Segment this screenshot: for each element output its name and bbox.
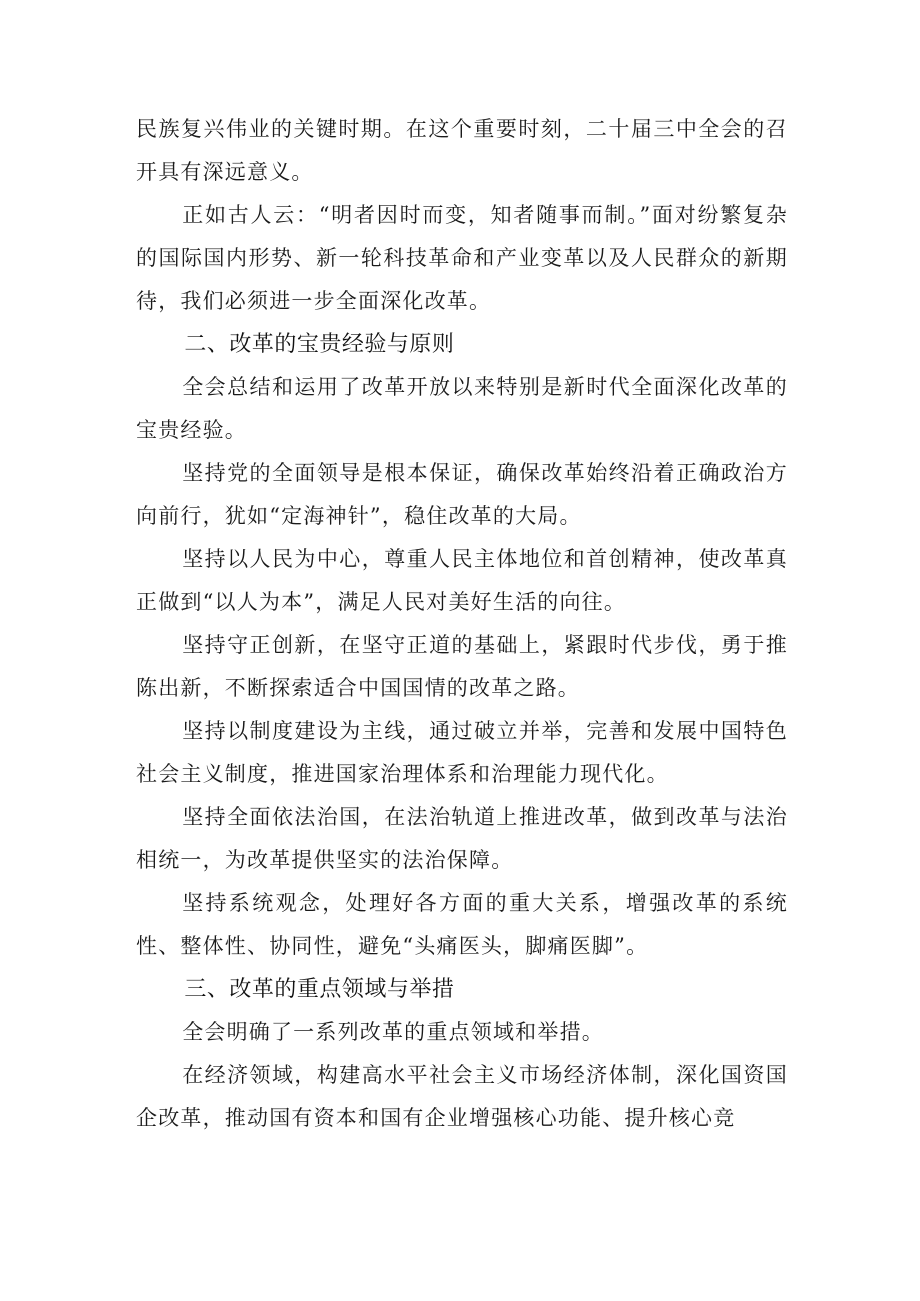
paragraph: 坚持党的全面领导是根本保证，确保改革始终沿着正确政治方向前行，犹如“定海神针”，稳住改革的大局。	[136, 461, 788, 528]
section-heading-3: 三、改革的重点领域与举措	[184, 977, 455, 1002]
paragraph: 坚持以制度建设为主线，通过破立并举，完善和发展中国特色社会主义制度，推进国家治理体系和治理能力现代化。	[136, 719, 788, 786]
paragraph: 在经济领域，构建高水平社会主义市场经济体制，深化国资国企改革，推动国有资本和国有企业增强核心功能、提升核心竞	[136, 1063, 788, 1130]
section-heading-2: 二、改革的宝贵经验与原则	[184, 332, 455, 357]
paragraph: 全会明确了一系列改革的重点领域和举措。	[182, 1020, 604, 1044]
paragraph: 坚持全面依法治国，在法治轨道上推进改革，做到改革与法治相统一，为改革提供坚实的法治保障。	[136, 805, 788, 872]
paragraph: 全会总结和运用了改革开放以来特别是新时代全面深化改革的宝贵经验。	[136, 375, 788, 442]
paragraph-continuation: 民族复兴伟业的关键时期。在这个重要时刻，二十届三中全会的召开具有深远意义。	[136, 117, 788, 184]
paragraph: 坚持守正创新，在坚守正道的基础上，紧跟时代步伐，勇于推陈出新，不断探索适合中国国情的改革之路。	[136, 633, 788, 700]
document-body	[136, 108, 788, 1140]
paragraph: 正如古人云：“明者因时而变，知者随事而制。”面对纷繁复杂的国际国内形势、新一轮科技革命和产业变革以及人民群众的新期待，我们必须进一步全面深化改革。	[136, 203, 788, 313]
paragraph: 坚持以人民为中心，尊重人民主体地位和首创精神，使改革真正做到“以人为本”，满足人民对美好生活的向往。	[136, 547, 788, 614]
paragraph: 坚持系统观念，处理好各方面的重大关系，增强改革的系统性、整体性、协同性，避免“头痛医头，脚痛医脚”。	[136, 891, 788, 958]
